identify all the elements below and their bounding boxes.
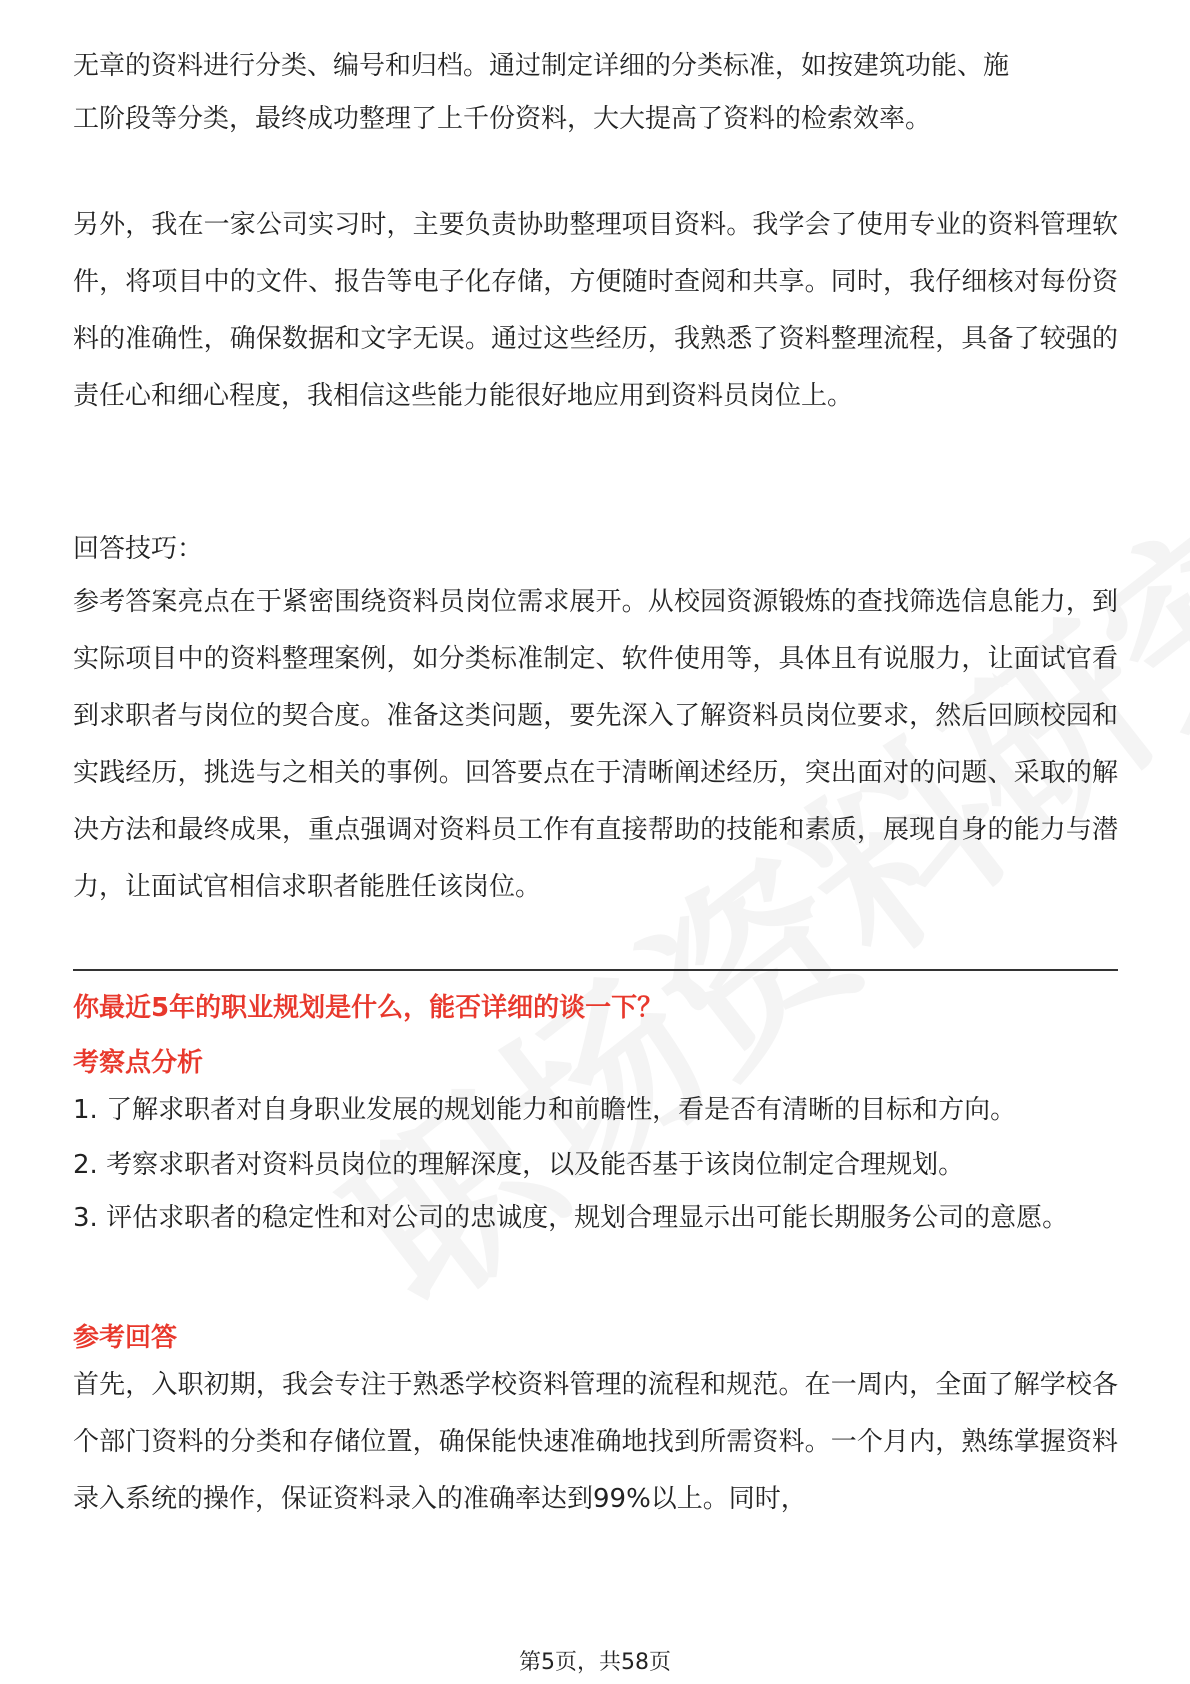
analysis-heading: 考察点分析 xyxy=(73,1048,204,1078)
analysis-item-1: 1. 了解求职者对自身职业发展的规划能力和前瞻性，看是否有清晰的目标和方向。 xyxy=(73,1095,1017,1125)
page-number: 第5页，共58页 xyxy=(519,1650,671,1675)
intro-line-2: 工阶段等分类，最终成功整理了上千份资料，大大提高了资料的检索效率。 xyxy=(73,104,932,134)
analysis-item-2: 2. 考察求职者对资料员岗位的理解深度，以及能否基于该岗位制定合理规划。 xyxy=(73,1150,965,1180)
answer-heading: 参考回答 xyxy=(73,1323,178,1353)
section-divider xyxy=(73,969,1118,971)
intro-line-1: 无章的资料进行分类、编号和归档。通过制定详细的分类标准，如按建筑功能、施 xyxy=(73,51,1010,81)
question-title: 你最近5年的职业规划是什么，能否详细的谈一下？ xyxy=(73,993,664,1023)
tips-text: 参考答案亮点在于紧密围绕资料员岗位需求展开。从校园资源锻炼的查找筛选信息能力，到实际项目中的资料整理案例，如分类标准制定、软件使用等，具体且有说服力，让面试官看到求职者与岗位的契合度。准备这类问题，要先深入了解资料员岗位要求，然后回顾校园和实践经历，挑选与之相关的事例。回答要点在于清晰阐述经历，突出面对的问题、采取的解决方法和最终成果，重点强调对资料员工作有直接帮助的技能和素质，展现自身的能力与潜力，让面试官相信求职者能胜任该岗位。 xyxy=(73,587,1118,902)
analysis-item-3: 3. 评估求职者的稳定性和对公司的忠诚度，规划合理显示出可能长期服务公司的意愿。 xyxy=(73,1203,1069,1233)
paragraph-internship: 另外，我在一家公司实习时，主要负责协助整理项目资料。我学会了使用专业的资料管理软件，将项目中的文件、报告等电子化存储，方便随时查阅和共享。同时，我仔细核对每份资料的准确性，确保数据和文字无误。通过这些经历，我熟悉了资料整理流程，具备了较强的责任心和细心程度，我相信这些能力能很好地应用到资料员岗位上。 xyxy=(73,210,1118,411)
answer-text: 首先，入职初期，我会专注于熟悉学校资料管理的流程和规范。在一周内，全面了解学校各个部门资料的分类和存储位置，确保能快速准确地找到所需资料。一个月内，熟练掌握资料录入系统的操作，保证资料录入的准确率达到99%以上。同时， xyxy=(73,1370,1118,1514)
tips-label: 回答技巧： xyxy=(73,534,204,564)
